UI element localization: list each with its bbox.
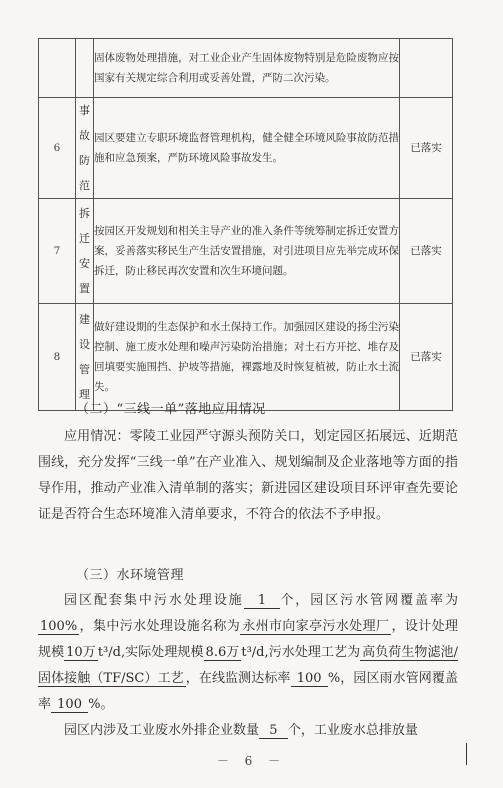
discharge-count-value: 5 [259, 723, 288, 739]
text-run: ，在线监测达标率 [185, 671, 291, 686]
row-content: 固体废物处理措施，对工业企业产生固体废物特别是危险废物应按国家有关规定综合利用或妥善处置，严防二次污染。 [94, 39, 400, 98]
text-run: 个，工业废水总排放量 [287, 723, 418, 738]
row-category [76, 98, 94, 199]
row-content: 做好建设期的生态保护和水土保持工作。加强园区建设的扬尘污染控制、施工废水处理和噪声污染防治措施；对土石方开挖、堆存及回填要实施围挡、护坡等措施，裸露地及时恢复植被，防止水土流失。 [94, 304, 400, 411]
section-paragraph: 应用情况：零陵工业园严守源头预防关口，划定园区拓展远、近期范围线，充分发挥“三线一单”在产业准入、规划编制及企业落地等方面的指导作用，推动产业准入清单制的落实；新进园区建设项目环评审查先要论证是否符合生态环境准入清单要求，不符合的依法不予申报。 [38, 429, 458, 522]
row-number: 7 [39, 199, 76, 304]
plant-count-value: 1 [244, 593, 281, 609]
water-management-paragraph [38, 588, 458, 718]
row-status [400, 39, 453, 98]
category-char: 防 [79, 154, 90, 167]
text-run: %。 [88, 697, 114, 712]
row-category [76, 39, 94, 98]
row-number: 6 [39, 98, 76, 199]
row-status: 已落实 [400, 98, 453, 199]
text-run: %，园区雨水管网覆盖率 [38, 671, 458, 712]
row-content: 按园区开发规划和相关主导产业的准入条件等统筹制定拆迁安置方案，妥善落实移民生产生活安置措施，对引进项目应先举完成环保拆迁，防止移民再次安置和次生环境问题。 [94, 199, 400, 304]
row-status: 已落实 [400, 304, 453, 411]
text-run: ，集中污水处理设施名称为 [79, 619, 241, 634]
process-value: 高负荷生物滤池/固体接触（TF/SC）工艺 [38, 645, 458, 686]
text-run: t³/d,实际处理规模 [97, 645, 204, 660]
table-row [39, 39, 453, 98]
table-row [39, 304, 453, 411]
section-heading: （二）“三线一单”落地应用情况 [76, 402, 266, 417]
category-char: 迁 [79, 232, 90, 245]
actual-scale-value: 8.6万 [205, 645, 240, 660]
online-rate-value: 100 [291, 671, 328, 687]
page-number: － 6 － [216, 754, 287, 768]
text-run: 园区配套集中污水处理设施 [64, 593, 244, 608]
category-char: 故 [79, 129, 90, 142]
category-char: 安 [79, 257, 90, 270]
measures-table [38, 38, 453, 411]
coverage-value: 100% [40, 619, 78, 634]
category-char: 设 [79, 338, 90, 351]
plant-name-value: 永州市向家亭污水处理厂 [242, 619, 390, 634]
category-char: 拆 [79, 207, 90, 220]
row-status: 已落实 [400, 199, 453, 304]
text-run: t³/d,污水处理工艺为 [241, 645, 361, 660]
category-char: 管 [79, 363, 90, 376]
row-content: 园区要建立专职环境监督管理机构，健全健全环境风险事故防范措施和应急预案，严防环境风险事故发生。 [94, 98, 400, 199]
row-category [76, 199, 94, 304]
rain-rate-value: 100 [51, 697, 88, 713]
table-row [39, 98, 453, 199]
text-run: 园区内涉及工业废水外排企业数量 [64, 723, 260, 738]
row-category [76, 304, 94, 411]
row-number: 8 [39, 304, 76, 411]
table-row [39, 199, 453, 304]
section-heading: （三）水环境管理 [76, 568, 185, 583]
category-char: 范 [79, 179, 90, 192]
text-run: ，设计处理规模 [38, 619, 458, 660]
margin-mark [466, 743, 467, 765]
row-number [39, 39, 76, 98]
design-scale-value: 10万 [66, 645, 96, 660]
category-char: 置 [79, 282, 90, 295]
text-run: 个，园区污水管网覆盖率为 [280, 593, 458, 608]
wastewater-paragraph [38, 718, 458, 744]
category-char: 事 [79, 104, 90, 117]
category-char: 理 [79, 388, 90, 401]
category-char: 建 [79, 313, 90, 326]
